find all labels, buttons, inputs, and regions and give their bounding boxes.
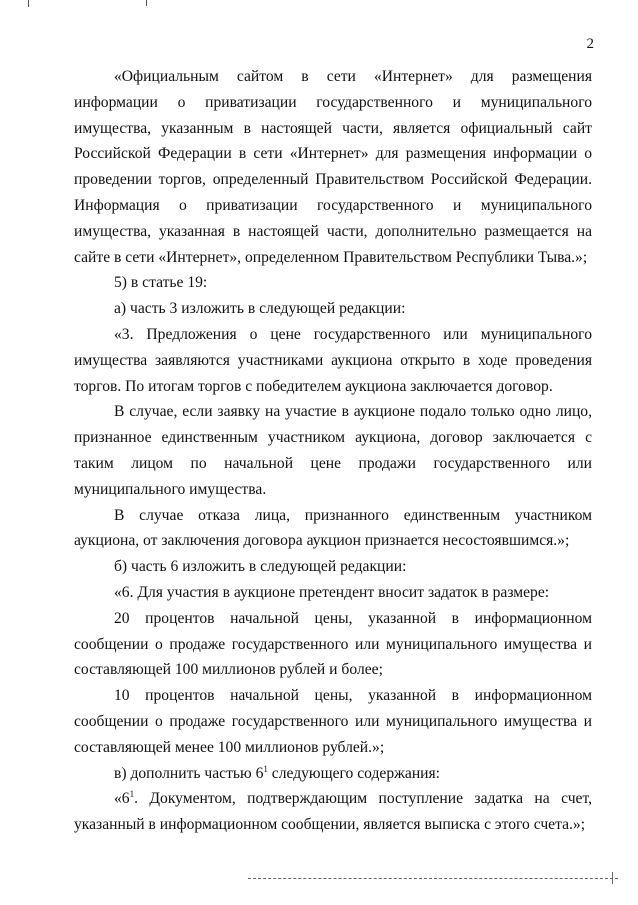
paragraph-official-site: «Официальным сайтом в сети «Интернет» для размещения информации о приватизации государственного и муниципального имущества, указанным в настоящей части, является официальный сайт Российской Федерации в сети «Интернет» для размещения информации о проведении торгов, определенный Правительством Российской Федерации. Информация о приватизации государственного и муниципального имущества, указанная в настоящей части, дополнительно размещается на сайте в сети «Интернет», определенном Правительством Республики Тыва.»; <box>74 68 592 266</box>
scan-mark-left <box>28 0 29 7</box>
footer-dashed-line <box>248 878 618 879</box>
paragraph-article-19: 5) в статье 19: <box>114 274 208 292</box>
superscript: 1 <box>129 789 135 800</box>
paragraph-part-3-text: «3. Предложения о цене государственного или муниципального имущества заявляются участниками аукциона открыто в ходе проведения торгов. По итогам торгов с победителем аукциона заключается договор. <box>74 325 592 395</box>
paragraph-20-percent: 20 процентов начальной цены, указанной в информационном сообщении о продаже государственного или муниципального имущества и составляющей 100 миллионов рублей и более; <box>74 609 592 679</box>
paragraph-part-6-1-heading-after: следующего содержания: <box>267 764 441 782</box>
paragraph-part-6-1-heading <box>74 761 592 787</box>
scan-mark-right <box>146 0 147 6</box>
paragraph-10-percent: 10 процентов начальной цены, указанной в информационном сообщении о продаже государственного или муниципального имущества и составляющей менее 100 миллионов рублей.»; <box>74 687 592 756</box>
paragraph-part-6-1-text <box>74 786 592 838</box>
superscript: 1 <box>263 763 268 774</box>
paragraph-refusal: В случае отказа лица, признанного единственным участником аукциона, от заключения договора аукцион признается несостоявшимся.»; <box>74 506 592 550</box>
document-body <box>74 64 592 838</box>
paragraph-part-3-heading: а) часть 3 изложить в следующей редакции: <box>114 300 406 318</box>
paragraph-part-6-text: «6. Для участия в аукционе претендент вносит задаток в размере: <box>114 583 550 601</box>
paragraph-single-participant: В случае, если заявку на участие в аукционе подало только одно лицо, признанное единственным участником аукциона, договор заключается с таким лицом по начальной цене продажи государственного или муниципального имущества. <box>74 403 592 498</box>
paragraph-part-6-heading: б) часть 6 изложить в следующей редакции: <box>114 558 407 576</box>
paragraph-part-6-1-text-before: «6 <box>114 790 130 808</box>
paragraph-part-6-1-heading-before: в) дополнить частью 6 <box>114 764 264 782</box>
footer-tick-mark <box>612 872 613 884</box>
page-number: 2 <box>586 36 594 52</box>
paragraph-part-6-1-text-after: . Документом, подтверждающим поступление задатка на счет, указанный в информационном сообщении, является выписка с этого счета.»; <box>74 790 592 834</box>
